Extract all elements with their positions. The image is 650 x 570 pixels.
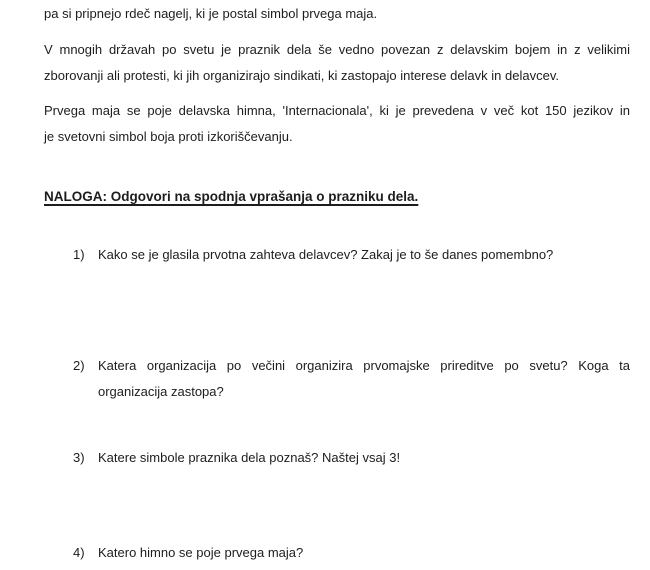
question-2-text [98, 353, 630, 405]
question-2 [73, 353, 630, 405]
question-2-line-2: organizacija zastopa? [98, 384, 224, 399]
question-4-text [98, 544, 630, 562]
question-2-line-1: Katera organizacija po večini organizira prvomajske prireditve po svetu? Koga ta [98, 358, 630, 373]
question-4-number: 4) [73, 545, 85, 560]
paragraph-unions-line-2: zborovanji ali protesti, ki jih organizirajo sindikati, ki zastopajo interese delavk in delavcev. [44, 68, 559, 83]
paragraph-continuation-line: pa si pripnejo rdeč nagelj, ki je postal simbol prvega maja. [44, 6, 378, 21]
question-3 [73, 449, 630, 467]
paragraph-anthem-line-1: Prvega maja se poje delavska himna, 'Internacionala', ki je prevedena v več kot 150 jezikov in [44, 103, 630, 118]
question-3-number: 3) [73, 450, 85, 465]
question-4-line-1: Katero himno se poje prvega maja? [98, 545, 304, 560]
question-4 [73, 544, 630, 562]
question-3-line-1: Katere simbole praznika dela poznaš? Naštej vsaj 3! [98, 450, 401, 465]
question-1 [73, 246, 630, 264]
question-1-line-1: Kako se je glasila prvotna zahteva delavcev? Zakaj je to še danes pomembno? [98, 247, 554, 262]
paragraph-unions-line-1: V mnogih državah po svetu je praznik dela še vedno povezan z delavskim bojem in z velikimi [44, 42, 630, 57]
question-2-number: 2) [73, 358, 85, 373]
question-1-text [98, 246, 630, 264]
question-1-number: 1) [73, 247, 85, 262]
question-3-text [98, 449, 630, 467]
task-heading: NALOGA: Odgovori na spodnja vprašanja o prazniku dela. [44, 189, 419, 204]
paragraph-anthem-line-2: je svetovni simbol boja proti izkoriščevanju. [44, 129, 293, 144]
